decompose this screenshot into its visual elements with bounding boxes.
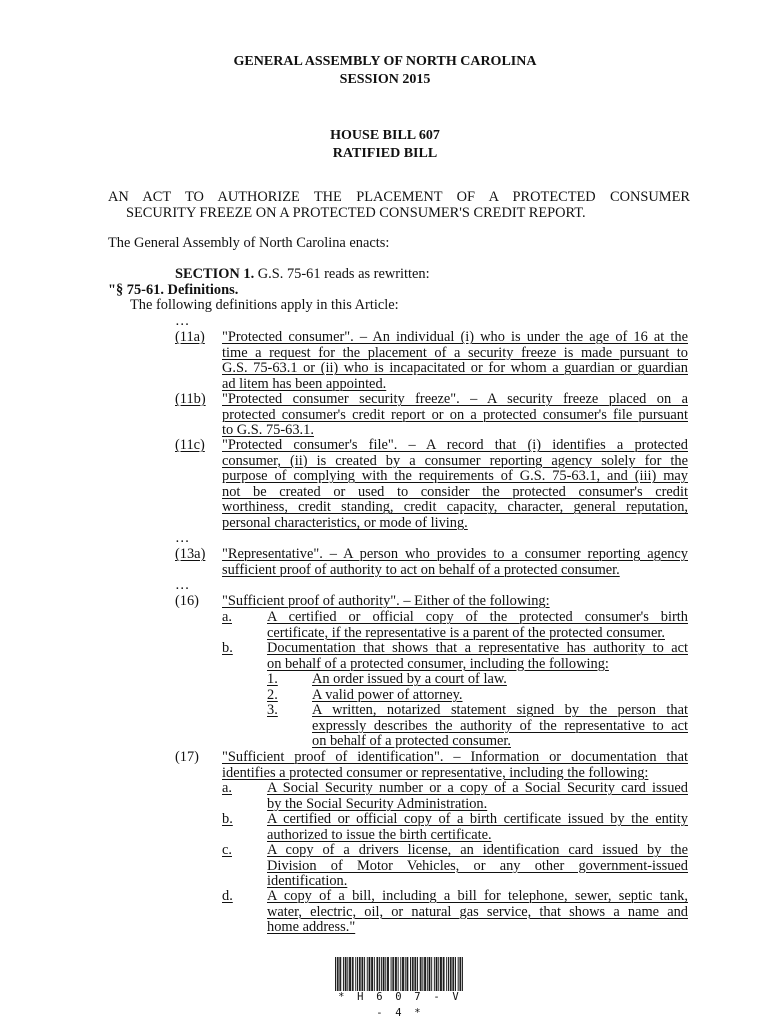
barcode-bar xyxy=(361,957,362,991)
def-11c-line: "Protected consumer's file". – A record that (i) identifies a protected xyxy=(222,437,688,453)
def-17-d-line: water, electric, oil, or natural gas service, that shows a name and xyxy=(267,903,688,920)
barcode-bar xyxy=(387,957,388,991)
def-11c-line: personal characteristics, or mode of living. xyxy=(222,514,468,531)
barcode-bar xyxy=(395,957,396,991)
def-16-b3-line: A written, notarized statement signed by the person that xyxy=(312,702,688,718)
barcode-bar xyxy=(396,957,397,991)
barcode-bar xyxy=(412,957,413,991)
barcode-bar xyxy=(437,957,438,991)
def-11b-line: "Protected consumer security freeze". – A security freeze placed on a xyxy=(222,391,688,407)
def-11a-line: "Protected consumer". – An individual (i) who is under the age of 16 at the xyxy=(222,329,688,345)
def-16-b2-text: A valid power of attorney. xyxy=(312,687,463,703)
def-11a-line: ad litem has been appointed. xyxy=(222,375,387,392)
barcode-bar xyxy=(339,957,340,991)
barcode-bar xyxy=(384,957,385,991)
barcode-bar xyxy=(420,957,421,991)
def-16-b3-label: 3. xyxy=(267,702,278,718)
barcode-bar xyxy=(340,957,341,991)
barcode xyxy=(335,957,463,991)
def-17-d-label: d. xyxy=(222,888,233,904)
barcode-bar xyxy=(393,957,394,991)
barcode-bar xyxy=(429,957,430,991)
ellipsis-3: … xyxy=(175,577,190,593)
bill-status: RATIFIED BILL xyxy=(332,146,438,161)
barcode-bar xyxy=(352,957,353,991)
def-11b-number: (11b) xyxy=(175,391,206,407)
barcode-bar xyxy=(436,957,437,991)
def-17-b-label: b. xyxy=(222,811,233,827)
def-11a-text xyxy=(222,330,688,392)
barcode-bar xyxy=(371,957,372,991)
barcode-bar xyxy=(383,957,384,991)
act-title xyxy=(108,190,690,221)
def-17-lead-line: identifies a protected consumer or representative, including the following: xyxy=(222,764,649,781)
statute-heading: "§ 75-61. Definitions. xyxy=(108,282,239,298)
enacting-clause: The General Assembly of North Carolina enacts: xyxy=(108,235,390,251)
def-16-b3-line: on behalf of a protected consumer. xyxy=(312,733,511,750)
def-11b-text xyxy=(222,392,688,439)
def-16-b3-text xyxy=(312,703,688,750)
def-17-d-line: home address." xyxy=(267,919,356,936)
barcode-bar xyxy=(379,957,380,991)
barcode-bar xyxy=(421,957,422,991)
def-16-a-label: a. xyxy=(222,609,232,625)
def-16-b2-label: 2. xyxy=(267,687,278,703)
barcode-bar xyxy=(429,957,430,991)
barcode-bar xyxy=(431,957,432,991)
barcode-bar xyxy=(391,957,392,991)
ellipsis-1: … xyxy=(175,313,190,329)
barcode-bar xyxy=(357,957,358,991)
def-16-number: (16) xyxy=(175,593,199,609)
barcode-bar xyxy=(413,957,414,991)
def-16-b-line: Documentation that shows that a representative has authority to act xyxy=(267,640,688,656)
def-16-a-text xyxy=(267,610,688,641)
barcode-bar xyxy=(346,957,347,991)
barcode-bar xyxy=(415,957,416,991)
session-heading: SESSION 2015 xyxy=(339,72,431,87)
def-17-b-line: authorized to issue the birth certificate. xyxy=(267,826,492,843)
def-16-b-line: on behalf of a protected consumer, including the following: xyxy=(267,655,609,672)
barcode-bar xyxy=(459,957,460,991)
barcode-bar xyxy=(353,957,354,991)
barcode-bar xyxy=(451,957,452,991)
def-17-a-label: a. xyxy=(222,780,232,796)
barcode-bar xyxy=(403,957,404,991)
bill-number: HOUSE BILL 607 xyxy=(330,128,440,143)
barcode-bar xyxy=(427,957,428,991)
barcode-bar xyxy=(407,957,408,991)
barcode-bar xyxy=(410,957,411,991)
barcode-bar xyxy=(424,957,425,991)
barcode-bar xyxy=(402,957,403,991)
barcode-bar xyxy=(425,957,426,991)
def-17-a-line: by the Social Security Administration. xyxy=(267,795,488,812)
barcode-bar xyxy=(414,957,415,991)
def-11c-number: (11c) xyxy=(175,437,205,453)
barcode-bar xyxy=(388,957,389,991)
def-17-lead-line: "Sufficient proof of identification". – Information or documentation that xyxy=(222,749,688,765)
def-17-b-text xyxy=(267,812,688,843)
def-17-d-line: A copy of a bill, including a bill for telephone, sewer, septic tank, xyxy=(267,888,688,904)
def-16-a-line: A certified or official copy of the protected consumer's birth xyxy=(267,609,688,625)
def-11a-line: G.S. 75-63.1 or (ii) who is incapacitated or for whom a guardian or guardian xyxy=(222,360,688,377)
def-17-c-line: identification. xyxy=(267,873,348,890)
def-17-d-text xyxy=(267,889,688,936)
def-16-a-line: certificate, if the representative is a parent of the protected consumer. xyxy=(267,624,665,641)
def-11b-line: protected consumer's credit report or on a protected consumer's file pursuant xyxy=(222,406,688,423)
section-label: SECTION 1. xyxy=(175,266,255,282)
barcode-bar xyxy=(355,957,356,991)
barcode-bar xyxy=(350,957,351,991)
def-17-c-line: Division of Motor Vehicles, or any other government-issued xyxy=(267,857,688,874)
def-16-lead: "Sufficient proof of authority". – Either of the following: xyxy=(222,593,550,609)
def-17-b-line: A certified or official copy of a birth certificate issued by the entity xyxy=(267,811,688,827)
def-13a-line: sufficient proof of authority to act on behalf of a protected consumer. xyxy=(222,561,620,578)
barcode-bar xyxy=(376,957,377,991)
barcode-bar xyxy=(362,957,363,991)
barcode-bar xyxy=(398,957,399,991)
barcode-bar xyxy=(369,957,370,991)
act-title-line-2: SECURITY FREEZE ON A PROTECTED CONSUMER'S CREDIT REPORT. xyxy=(126,204,586,221)
def-16-b-text xyxy=(267,641,688,672)
def-17-a-line: A Social Security number or a copy of a Social Security card issued xyxy=(267,780,688,796)
barcode-bar xyxy=(343,957,344,991)
section-1-line xyxy=(175,267,695,283)
def-11c-line: worthiness, credit standing, credit capacity, character, general reputation, xyxy=(222,499,688,516)
barcode-bar xyxy=(338,957,339,991)
section-text: G.S. 75-61 reads as rewritten: xyxy=(257,266,430,282)
barcode-bar xyxy=(381,957,382,991)
barcode-bar xyxy=(392,957,393,991)
barcode-bar xyxy=(443,957,444,991)
barcode-bar xyxy=(453,957,454,991)
def-13a-line: "Representative". – A person who provides to a consumer reporting agency xyxy=(222,546,688,562)
barcode-caption: * H 6 0 7 - V - 4 * xyxy=(338,991,462,1019)
def-16-b1-label: 1. xyxy=(267,671,278,687)
def-16-b1-text: An order issued by a court of law. xyxy=(312,671,507,687)
barcode-bar xyxy=(347,957,348,991)
barcode-bar xyxy=(364,957,365,991)
barcode-bar xyxy=(438,957,439,991)
definitions-intro: The following definitions apply in this Article: xyxy=(130,297,399,313)
barcode-bar xyxy=(458,957,459,991)
def-13a-number: (13a) xyxy=(175,546,206,562)
def-16-b-label: b. xyxy=(222,640,233,656)
barcode-bar xyxy=(462,957,463,991)
barcode-bar xyxy=(377,957,378,991)
ellipsis-2: … xyxy=(175,530,190,546)
barcode-bar xyxy=(372,957,373,991)
def-17-a-text xyxy=(267,781,688,812)
barcode-bar xyxy=(446,957,447,991)
def-11c-line: purpose of complying with the requirements of G.S. 75-63.1, and (iii) may xyxy=(222,468,688,485)
barcode-bar xyxy=(335,957,336,991)
def-11c-line: not be created or used to consider the protected consumer's credit xyxy=(222,483,688,500)
def-17-c-text xyxy=(267,843,688,890)
barcode-bar xyxy=(405,957,406,991)
def-11a-line: time a request for the placement of a security freeze is made pursuant to xyxy=(222,344,688,361)
barcode-bar xyxy=(452,957,453,991)
barcode-bar xyxy=(434,957,435,991)
barcode-bar xyxy=(369,957,370,991)
act-title-line-1: AN ACT TO AUTHORIZE THE PLACEMENT OF A PROTECTED CONSUMER xyxy=(108,189,690,205)
barcode-bar xyxy=(455,957,456,991)
barcode-bar xyxy=(400,957,401,991)
barcode-bar xyxy=(337,957,338,991)
def-17-c-line: A copy of a drivers license, an identification card issued by the xyxy=(267,842,688,858)
def-11c-line: consumer, (ii) is created by a consumer reporting agency solely for the xyxy=(222,452,688,469)
barcode-bar xyxy=(448,957,449,991)
assembly-heading: GENERAL ASSEMBLY OF NORTH CAROLINA xyxy=(233,54,537,69)
barcode-bar xyxy=(460,957,461,991)
barcode-bar xyxy=(367,957,368,991)
barcode-bar xyxy=(385,957,386,991)
def-11a-number: (11a) xyxy=(175,329,205,345)
barcode-bar xyxy=(359,957,360,991)
barcode-bar xyxy=(450,957,451,991)
barcode-bar xyxy=(444,957,445,991)
barcode-bar xyxy=(441,957,442,991)
barcode-bar xyxy=(360,957,361,991)
def-17-c-label: c. xyxy=(222,842,232,858)
def-13a-text xyxy=(222,547,688,578)
barcode-bar xyxy=(440,957,441,991)
def-17-lead xyxy=(222,750,688,781)
def-11c-text xyxy=(222,438,688,532)
def-17-number: (17) xyxy=(175,749,199,765)
barcode-bar xyxy=(407,957,408,991)
barcode-bar xyxy=(422,957,423,991)
def-16-b3-line: expressly describes the authority of the representative to act xyxy=(312,717,688,734)
barcode-bar xyxy=(417,957,418,991)
barcode-bar xyxy=(345,957,346,991)
barcode-bar xyxy=(374,957,375,991)
def-11b-line: to G.S. 75-63.1. xyxy=(222,422,314,439)
barcode-bar xyxy=(349,957,350,991)
